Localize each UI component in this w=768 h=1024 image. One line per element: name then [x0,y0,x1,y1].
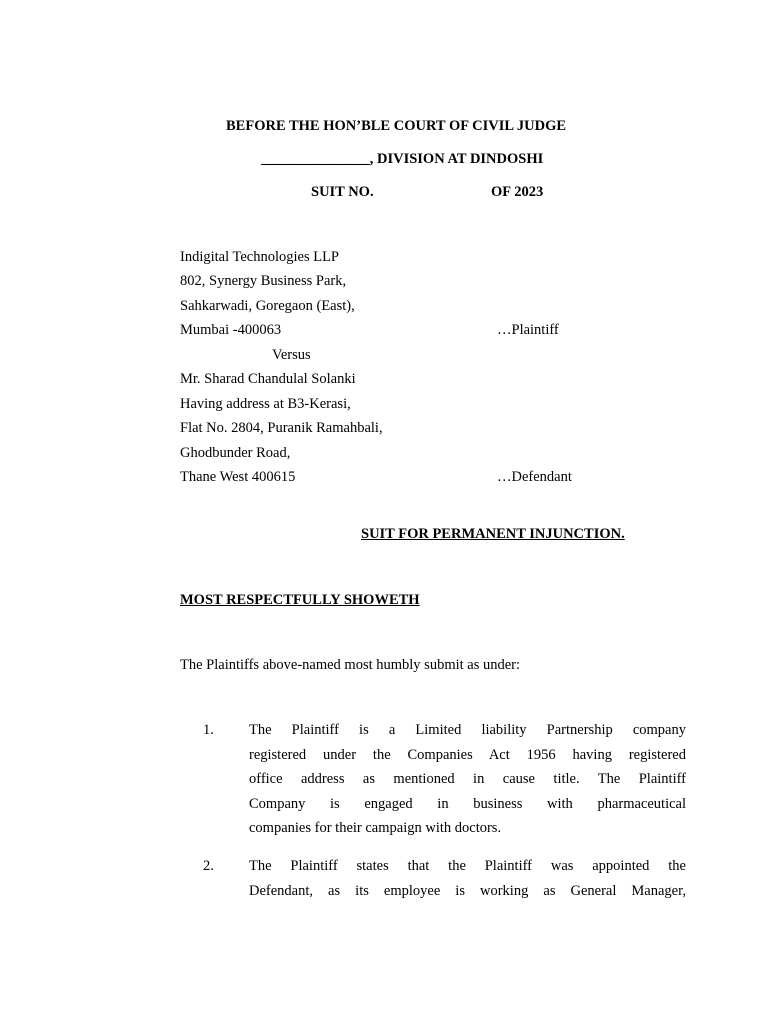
paragraph-line: Defendant, as its employee is working as General Manager, [249,882,686,899]
intro-text: The Plaintiffs above-named most humbly submit as under: [180,657,521,673]
paragraph-2 [249,854,686,903]
defendant-address-line: Thane West 400615 [180,469,296,485]
paragraph-number: 1. [203,722,214,738]
suit-title: SUIT FOR PERMANENT INJUNCTION. [361,526,625,542]
paragraph-line: companies for their campaign with doctors. [249,820,502,837]
paragraph-line: The Plaintiff is a Limited liability Partnership company [249,722,686,738]
division-heading: _______________, DIVISION AT DINDOSHI [261,151,544,167]
plaintiff-name: Indigital Technologies LLP [180,249,339,265]
paragraph-number: 2. [203,858,214,874]
paragraph-1 [249,718,686,841]
plaintiff-role: …Plaintiff [497,322,559,338]
paragraph-line: The Plaintiff states that the Plaintiff was appointed the [249,858,686,874]
plaintiff-address-line: Mumbai -400063 [180,322,282,338]
plaintiff-address-line: 802, Synergy Business Park, [180,273,347,289]
plaintiff-address-line: Sahkarwadi, Goregaon (East), [180,298,355,314]
defendant-address-line: Flat No. 2804, Puranik Ramahbali, [180,420,383,436]
defendant-address-line: Having address at B3-Kerasi, [180,396,351,412]
defendant-role: …Defendant [497,469,572,485]
paragraph-line: registered under the Companies Act 1956 having registered [249,746,686,763]
paragraph-line: office address as mentioned in cause title. The Plaintiff [249,771,686,788]
defendant-name: Mr. Sharad Chandulal Solanki [180,371,356,387]
suit-year-label: OF 2023 [491,184,544,200]
defendant-address-line: Ghodbunder Road, [180,445,291,461]
court-heading: BEFORE THE HON’BLE COURT OF CIVIL JUDGE [226,118,567,134]
showeth-heading: MOST RESPECTFULLY SHOWETH [180,592,420,608]
versus-label: Versus [272,347,311,363]
paragraph-line: Company is engaged in business with pharmaceutical [249,795,686,812]
suit-number-label: SUIT NO. [311,184,374,200]
